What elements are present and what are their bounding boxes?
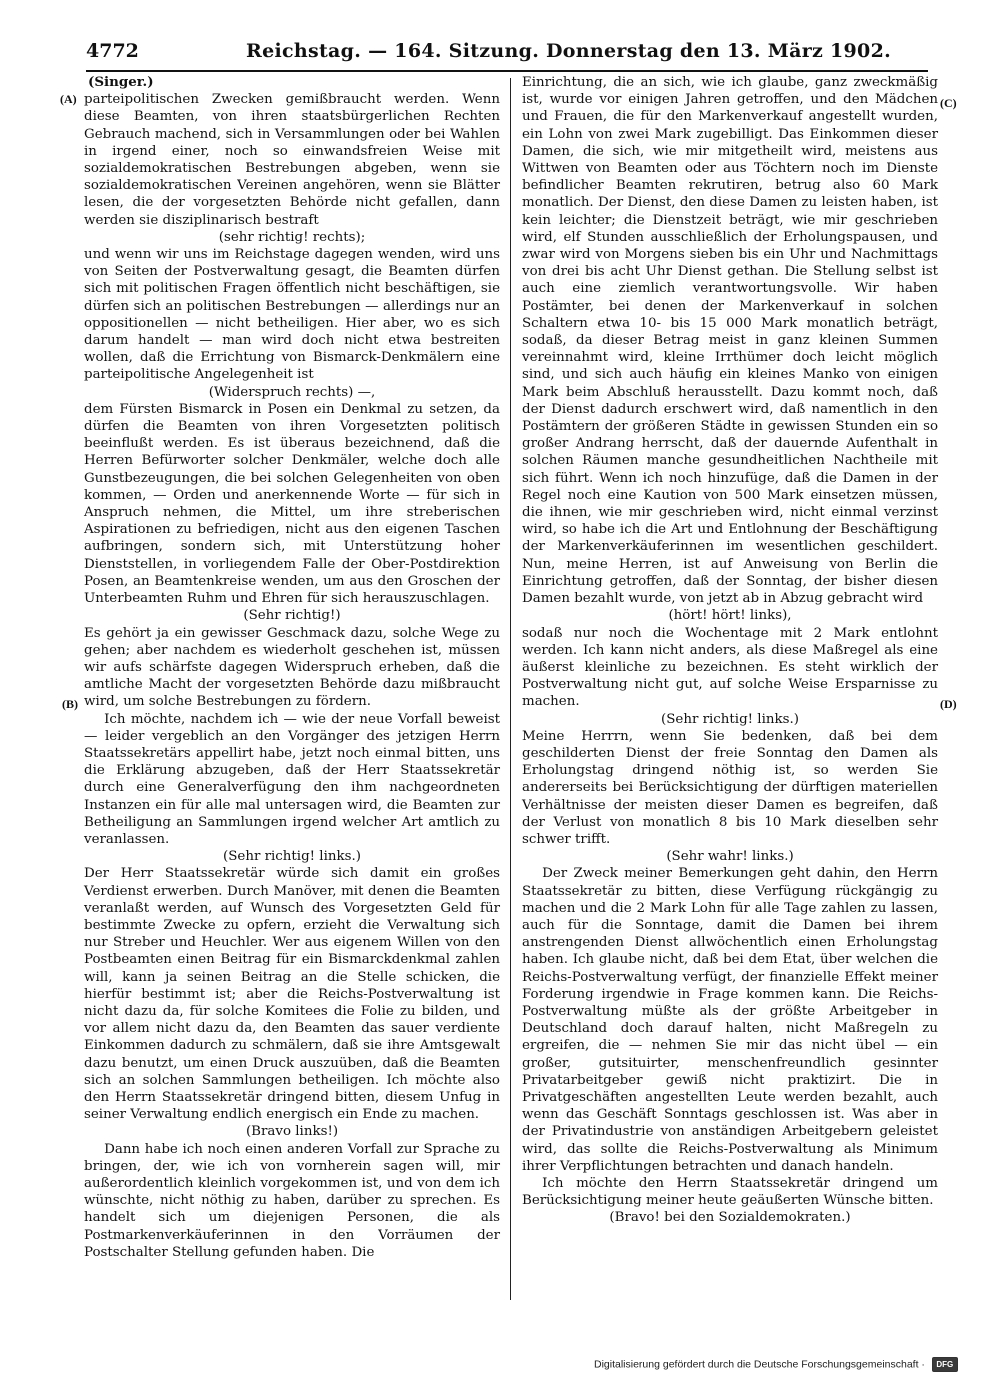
paragraph: Einrichtung, die an sich, wie ich glaube, ganz zweckmäßig ist, wurde vor einigen Jahren getroffen, und den Mädchen und Frauen, die für den Markenverkauf angestellt wurden, ein Lohn von zwei Mark zugebilligt. Das Einkommen dieser Damen, die sich, wie mir mitgetheilt wird, meistens aus Wittwen von Beamten oder aus Töchtern noch im Dienste befindlicher Beamten rekrutiren, betrug also 60 Mark monatlich. Der Dienst, den diese Damen zu leisten haben, ist kein leichter; die Dienstzeit beträgt, wie mir geschrieben wird, elf Stunden ausschließlich der Erholungspausen, und zwar wird von Morgens sieben bis ein Uhr und Nachmittags von drei bis acht Uhr Dienst gethan. Die Stellung selbst ist auch eine ziemlich verantwortungsvolle. Wir haben Postämter, bei denen der Markenverkauf in solchen Schaltern etwa 10- bis 15 000 Mark monatlich beträgt, sodaß, da dieser Betrag meist in ganz kleinen Summen vereinnahmt wird, kleine Irrthümer doch leicht möglich sind, und sich auch häufig ein kleines Manko von einigen Mark beim Abschluß herausstellt. Dazu kommt noch, daß der Dienst dadurch erschwert wird, daß namentlich in den Postämtern der größeren Städte in gewissen Stunden ein so großer Andrang herrscht, daß der dauernde Aufenthalt in solchen Räumen manche gesundheitlichen Nachtheile mit sich führt. Wenn ich noch hinzufüge, daß die Damen in der Regel noch eine Kaution von 500 Mark einsetzen müssen, die ihnen, wie mir geschrieben wird, nicht einmal verzinst wird, so habe ich die Art und Entlohnung der Beschäftigung der Markenverkäuferinnen im wesentlichen geschildert. Nun, meine Herren, ist auf Anweisung von Berlin die Einrichtung getroffen, daß der Sonntag, der bisher diesen Damen bezahlt wurde, von jetzt ab in Abzug gebracht wird [522, 75, 938, 607]
paragraph: Meine Herrrn, wenn Sie bedenken, daß bei dem geschilderten Dienst der freie Sonntag den Damen als Erholungstag dringend nöthig ist, so werden Sie andererseits bei Berücksichtigung der dürftigen materiellen Verhältnisse der meisten dieser Damen es begreifen, daß der Verlust von monatlich 8 bis 10 Mark dieselben sehr schwer trifft. [522, 728, 938, 847]
paragraph: sodaß nur noch die Wochentage mit 2 Mark entlohnt werden. Ich kann nicht anders, als diese Maßregel als eine äußerst kleinliche zu bezeichnen. Es steht wirklich der Postverwaltung nicht gut, auf solche Weise Ersparnisse zu machen. [522, 625, 938, 710]
paragraph: dem Fürsten Bismarck in Posen ein Denkmal zu setzen, da dürfen die Beamten von ihren Vorgesetzten politisch beeinflußt werden. Es ist überaus bezeichnend, daß die Herren Befürworter solcher Denkmäler, welche doch alle Gunstbezeugungen, die bei solchen Gelegenheiten von oben kommen, — Orden und anerkennende Worte — für sich in Anspruch nehmen, die Mittel, um ihre streberischen Aspirationen zu befriedigen, nicht aus den eigenen Taschen aufbringen, sondern sich, mit Unterstützung hoher Dienststellen, in vorliegendem Falle der Ober-Postdirektion Posen, an Beamtenkreise wenden, um aus den Groschen der Unterbeamten Ruhm und Ehren für sich herauszuschlagen. [84, 401, 500, 607]
paragraph: Ich möchte, nachdem ich — wie der neue Vorfall beweist — leider vergeblich an den Vorgänger des jetzigen Herrn Staatssekretärs appellirt habe, jetzt noch einmal bitten, uns die Erklärung abzugeben, daß der Herr Staatssekretär durch eine Generalverfügung den ihm nachgeordneten Instanzen ein für alle mal untersagen wird, die Beamten zur Betheiligung an Sammlungen irgend welcher Art amtlich zu veranlassen. [84, 711, 500, 847]
paragraph: parteipolitischen Zwecken gemißbraucht werden. Wenn diese Beamten, von ihren staatsbürgerlichen Rechten Gebrauch machend, sich in Versammlungen oder bei Wahlen in irgend einer, noch so einwandsfreien Weise mit sozialdemokratischen Bestrebungen abgeben, wenn sie sozialdemokratischen Vereinen angehören, wenn sie Blätter lesen, die der vorgesetzten Behörde nicht gefallen, dann werden sie disziplinarisch bestraft [84, 92, 500, 228]
interjection: (hört! hört! links), [668, 608, 792, 624]
digitization-credit [594, 1357, 988, 1375]
right-column [522, 74, 938, 1227]
margin-marker-b: (B) [62, 697, 78, 711]
dfg-logo-icon: DFG [932, 1357, 958, 1372]
interjection: (Sehr richtig!) [243, 608, 341, 624]
paragraph: Dann habe ich noch einen anderen Vorfall zur Sprache zu bringen, der, wie ich von vornherein sagen will, mir außerordentlich kleinlich vorgekommen ist, und von dem ich wünschte, nicht nöthig zu haben, darüber zu sprechen. Es handelt sich um diejenigen Personen, die als Postmarkenverkäuferinnen in den Vorräumen der Postschalter Stellung gefunden haben. Die [84, 1141, 500, 1260]
speaker-name: (Singer.) [88, 74, 154, 90]
page-header [86, 40, 928, 72]
interjection: (Bravo! bei den Sozialdemokraten.) [609, 1210, 851, 1226]
interjection: (sehr richtig! rechts); [218, 229, 366, 245]
page-number: 4772 [86, 40, 139, 62]
credit-text: Digitalisierung gefördert durch die Deutsche Forschungsgemeinschaft · [594, 1358, 925, 1371]
margin-marker-d: (D) [940, 697, 957, 711]
interjection: (Sehr richtig! links.) [661, 711, 799, 727]
interjection: (Sehr richtig! links.) [223, 849, 361, 865]
interjection: (Sehr wahr! links.) [666, 849, 794, 865]
margin-marker-c: (C) [940, 96, 957, 110]
paragraph: Es gehört ja ein gewisser Geschmack dazu, solche Wege zu gehen; aber nachdem es wiederholt geschehen ist, müssen wir aufs schärfste dagegen Widerspruch erheben, daß die amtliche Macht der vorgesetzten Behörde dazu mißbraucht wird, um solche Bestrebungen zu fördern. [84, 625, 500, 710]
interjection: (Widerspruch rechts) —, [208, 384, 376, 400]
interjection: (Bravo links!) [245, 1124, 339, 1140]
left-column [84, 74, 500, 1261]
margin-marker-a: (A) [60, 92, 77, 106]
paragraph: Der Herr Staatssekretär würde sich damit ein großes Verdienst erwerben. Durch Manöver, mit denen die Beamten veranlaßt werden, auf Wunsch des Vorgesetzten Geld für bestimmte Zwecke zu opfern, erzieht die Verwaltung sich nur Streber und Heuchler. Wer aus eigenem Willen von den Postbeamten einen Beitrag für ein Bismarckdenkmal zahlen will, kann ja seinen Beitrag an die Stelle schicken, die hierfür bestimmt ist; aber die Reichs-Postverwaltung ist nicht dazu da, für solche Komitees die Folie zu bilden, und vor allem nicht dazu da, den Beamten das sauer verdiente Einkommen dadurch zu schmälern, daß sie ihre Amtsgewalt dazu benutzt, um einen Druck auszuüben, daß die Beamten sich an solchen Sammlungen betheiligen. Ich möchte also den Herrn Staatssekretär dringend bitten, diesem Unfug in seiner Verwaltung endlich energisch ein Ende zu machen. [84, 866, 500, 1123]
paragraph: Der Zweck meiner Bemerkungen geht dahin, den Herrn Staatssekretär zu bitten, diese Verfügung rückgängig zu machen und die 2 Mark Lohn für alle Tage zahlen zu lassen, auch für die Sonntage, damit die Damen bei ihrem anstrengenden Dienst allwöchentlich einen Erholungstag haben. Ich glaube nicht, daß bei dem Etat, über welchen die Reichs-Postverwaltung verfügt, der finanzielle Effekt meiner Forderung irgendwie in Frage kommen kann. Die Reichs-Postverwaltung müßte als der größte Arbeitgeber in Deutschland doch darauf halten, nicht Maßregeln zu ergreifen, die — nehmen Sie mir das nicht übel — ein großer, gutsituirter, menschenfreundlich gesinnter Privatarbeitgeber gewiß nicht praktizirt. Die in Privatgeschäften angestellten Leute werden bezahlt, auch wenn das Geschäft Sonntags geschlossen ist. Was aber in der Privatindustrie von anständigen Arbeitgebern geleistet wird, das sollte die Reichs-Postverwaltung als Minimum ihrer Verpflichtungen betrachten und danach handeln. [522, 866, 938, 1174]
paragraph: und wenn wir uns im Reichstage dagegen wenden, wird uns von Seiten der Postverwaltung gesagt, die Beamten dürfen sich mit politischen Fragen öffentlich nicht beschäftigen, sie dürfen sich an politischen Bestrebungen — allerdings nur an oppositionellen — nicht betheiligen. Hier aber, wo es sich darum handelt — man wird doch nicht etwa bestreiten wollen, daß die Errichtung von Bismarck-Denkmälern eine parteipolitische Angelegenheit ist [84, 247, 500, 383]
column-divider [510, 78, 511, 1300]
running-title: Reichstag. — 164. Sitzung. Donnerstag den 13. März 1902. [246, 40, 892, 62]
paragraph: Ich möchte den Herrn Staatssekretär dringend um Berücksichtigung meiner heute geäußerten Wünsche bitten. [522, 1176, 938, 1209]
